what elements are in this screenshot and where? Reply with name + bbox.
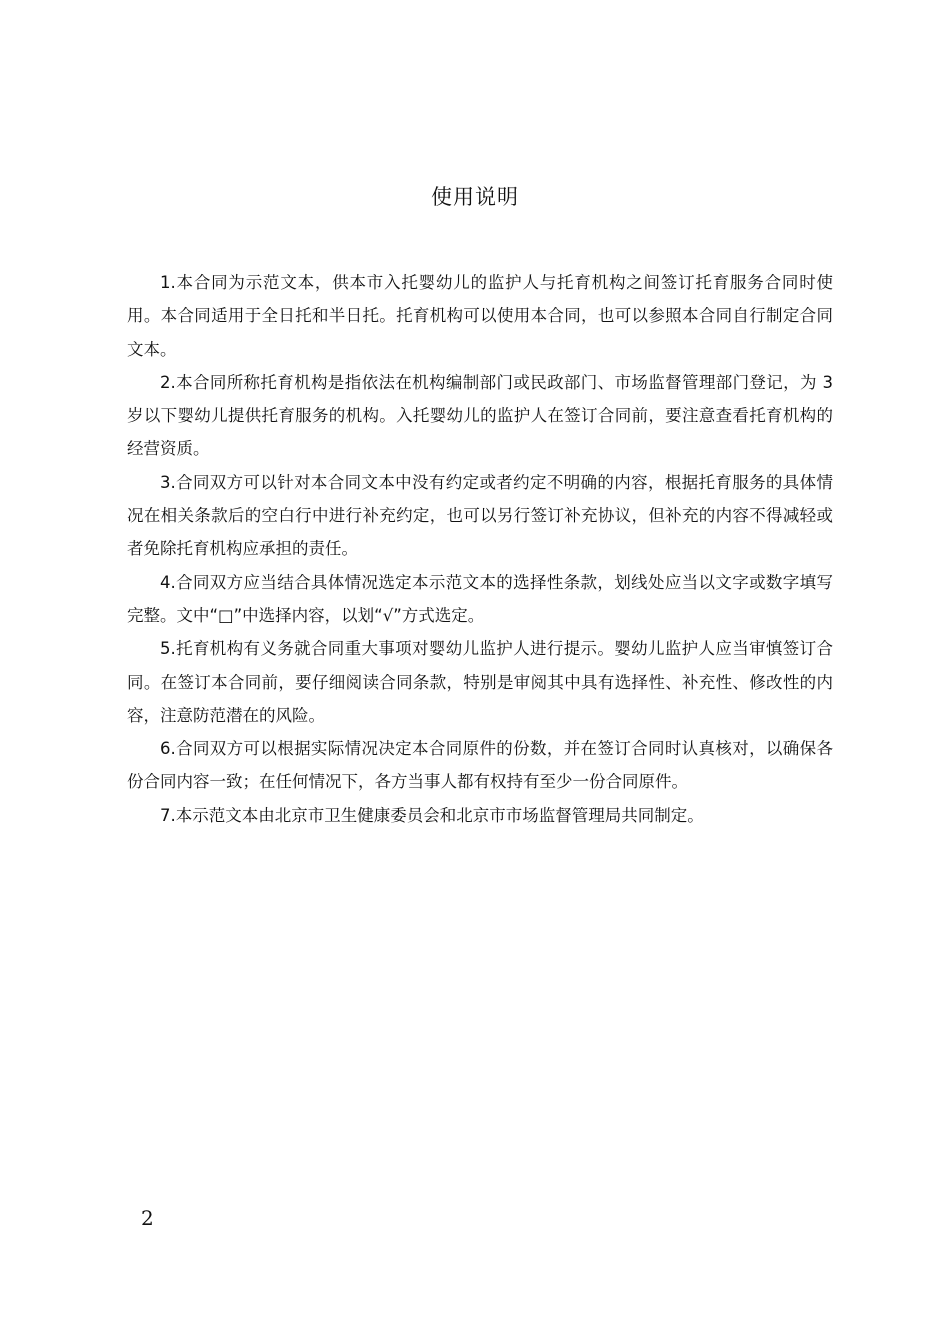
instruction-paragraph-5: 5.托育机构有义务就合同重大事项对婴幼儿监护人进行提示。婴幼儿监护人应当审慎签订合同。在签订本合同前，要仔细阅读合同条款，特别是审阅其中具有选择性、补充性、修改性的内容，注意防范潜在的风险。 xyxy=(127,639,833,725)
instruction-paragraph-6: 6.合同双方可以根据实际情况决定本合同原件的份数，并在签订合同时认真核对，以确保各份合同内容一致；在任何情况下，各方当事人都有权持有至少一份合同原件。 xyxy=(127,739,833,792)
instruction-paragraph-3: 3.合同双方可以针对本合同文本中没有约定或者约定不明确的内容，根据托育服务的具体情况在相关条款后的空白行中进行补充约定，也可以另行签订补充协议，但补充的内容不得减轻或者免除托育机构应承担的责任。 xyxy=(127,472,833,559)
instruction-paragraph-4: 4.合同双方应当结合具体情况选定本示范文本的选择性条款，划线处应当以文字或数字填写完整。文中“□”中选择内容，以划“√”方式选定。 xyxy=(127,572,833,625)
instructions-body xyxy=(127,266,833,832)
instruction-paragraph-2: 2.本合同所称托育机构是指依法在机构编制部门或民政部门、市场监督管理部门登记，为 3 岁以下婴幼儿提供托育服务的机构。入托婴幼儿的监护人在签订合同前，要注意查看托育机构的经营资质。 xyxy=(127,372,833,459)
page-number: 2 xyxy=(141,1206,154,1230)
instruction-paragraph-1: 1.本合同为示范文本，供本市入托婴幼儿的监护人与托育机构之间签订托育服务合同时使用。本合同适用于全日托和半日托。托育机构可以使用本合同，也可以参照本合同自行制定合同文本。 xyxy=(127,273,833,359)
instruction-paragraph-7: 7.本示范文本由北京市卫生健康委员会和北京市市场监督管理局共同制定。 xyxy=(160,805,704,825)
page-title: 使用说明 xyxy=(431,185,519,209)
